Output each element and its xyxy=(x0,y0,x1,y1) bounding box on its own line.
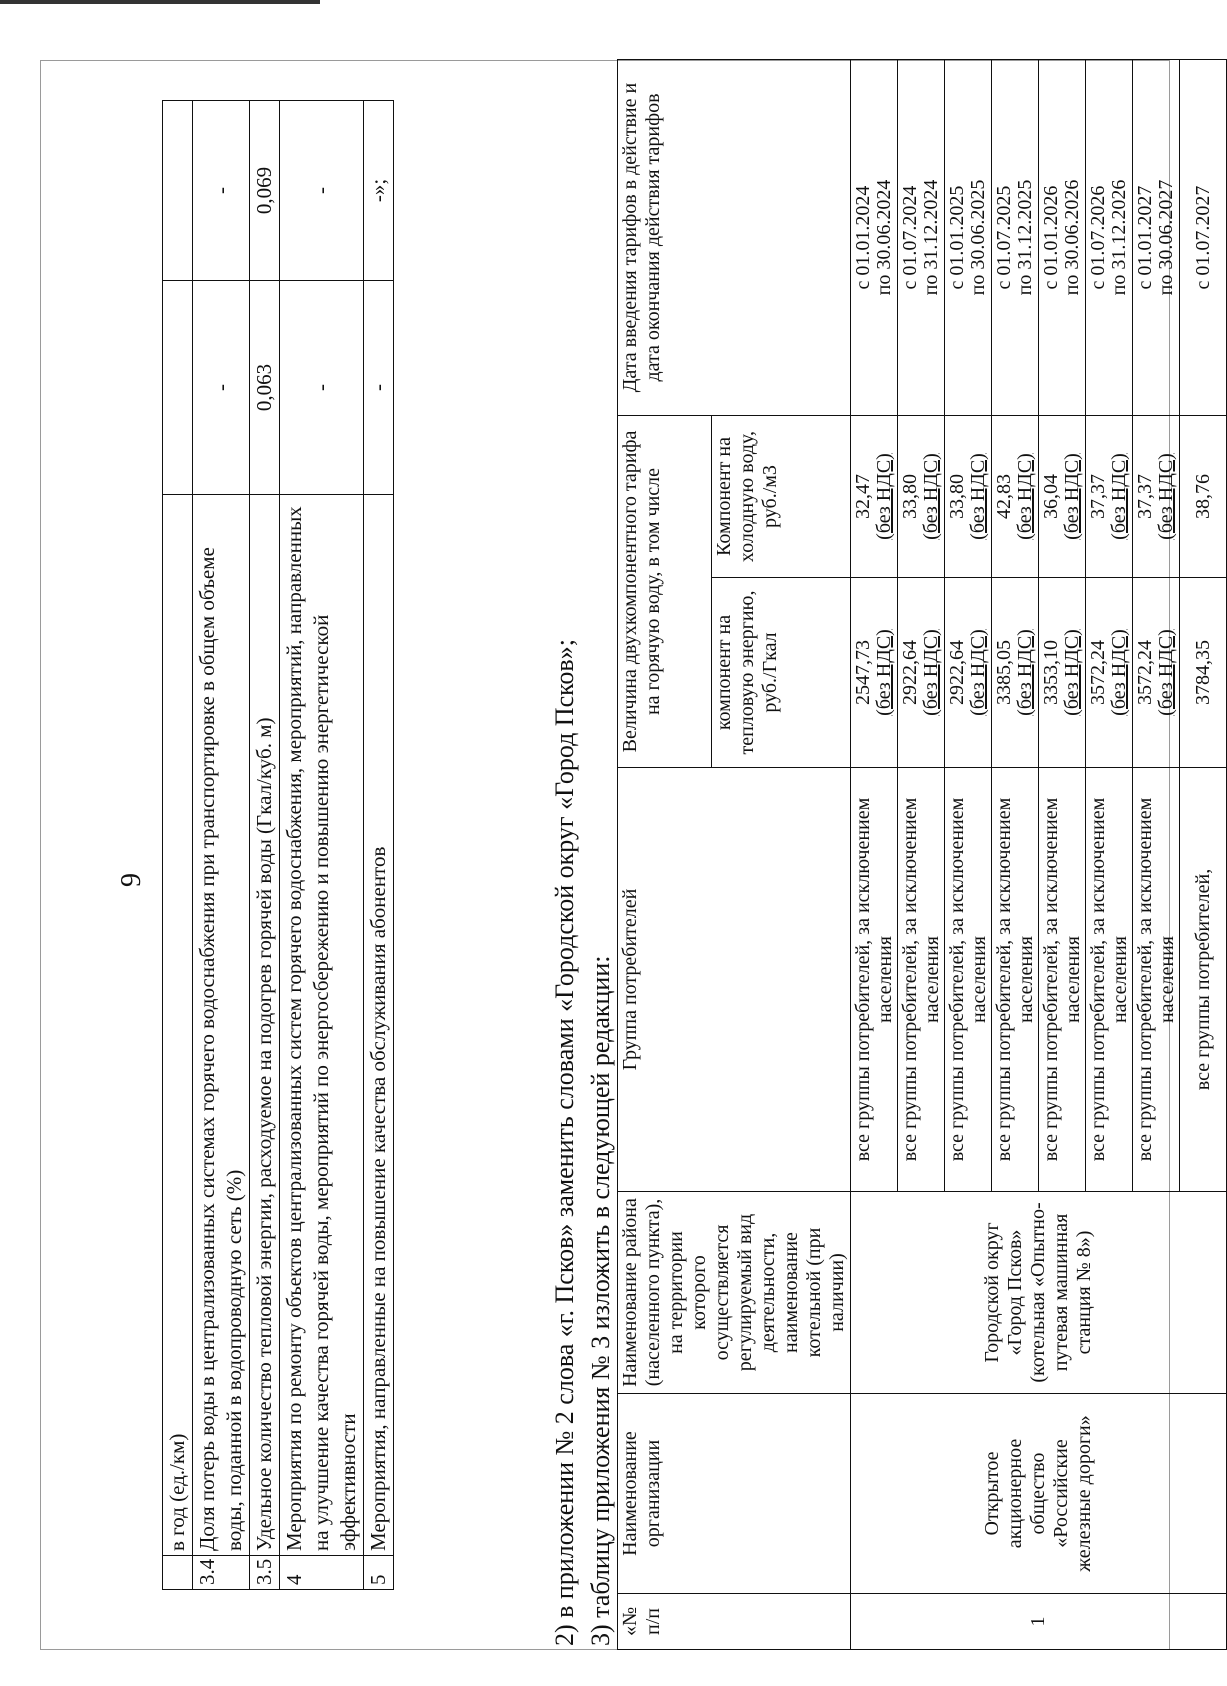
cold-vat-note: (без НДС) xyxy=(920,453,942,540)
header-period: Дата введения тарифов в действие и дата окончания действия тарифов xyxy=(618,60,851,416)
consumer-group: все группы потребителей, за исключением населения xyxy=(851,768,898,1192)
cold-vat-wrap xyxy=(921,418,942,575)
cold-value: 32,47 xyxy=(852,474,874,519)
heat-value: 3353,10 xyxy=(1040,640,1062,705)
heat-vat-note: (без НДС) xyxy=(873,629,895,716)
header-number: «№ п/п xyxy=(618,1594,851,1650)
indicator-number: 4 xyxy=(280,1556,364,1590)
period-from: с 01.01.2024 xyxy=(852,185,874,290)
cold-value: 42,83 xyxy=(993,474,1015,519)
heat-value: 3572,24 xyxy=(1134,640,1156,705)
cold-component xyxy=(945,416,992,578)
cold-vat-wrap xyxy=(1062,418,1083,575)
tariff-period xyxy=(1133,60,1180,416)
period-from: с 01.07.2024 xyxy=(899,185,921,290)
indicator-number: 3.4 xyxy=(193,1556,250,1590)
heat-vat-note: (без НДС) xyxy=(1155,629,1177,716)
cold-vat-wrap xyxy=(1109,418,1130,575)
heat-component xyxy=(1133,578,1180,768)
period-from: с 01.07.2026 xyxy=(1087,185,1109,290)
indicators-table xyxy=(162,100,394,1590)
tariff-period xyxy=(992,60,1039,416)
heat-vat-note: (без НДС) xyxy=(1108,629,1130,716)
indicator-value-2: - xyxy=(280,101,364,281)
indicator-number xyxy=(163,1556,193,1590)
period-to: по 31.12.2024 xyxy=(920,179,942,296)
indicator-value-2 xyxy=(163,101,193,281)
consumer-group: все группы потребителей, за исключением населения xyxy=(1133,768,1180,1192)
heat-vat-wrap xyxy=(1109,580,1130,765)
indicator-text: Доля потерь воды в централизованных системах горячего водоснабжения при транспортировке в общем объеме воды, поданной в водопроводную сеть (%) xyxy=(193,495,250,1556)
tariff-period xyxy=(945,60,992,416)
heat-vat-wrap xyxy=(1062,580,1083,765)
cold-component xyxy=(1039,416,1086,578)
indicator-row xyxy=(280,101,364,1590)
indicator-row xyxy=(193,101,250,1590)
cold-component xyxy=(851,416,898,578)
consumer-group: все группы потребителей, за исключением населения xyxy=(1086,768,1133,1192)
district-name: Городской округ «Город Псков» (котельная «Опытно-путевая машинная станция № 8») xyxy=(851,1192,1227,1394)
cold-vat-note: (без НДС) xyxy=(1061,453,1083,540)
heat-vat-wrap xyxy=(968,580,989,765)
indicator-text: Мероприятия, направленные на повышение качества обслуживания абонентов xyxy=(364,495,394,1556)
amendment-paragraph-3: 3) таблицу приложения № 3 изложить в следующей редакции: xyxy=(586,955,615,1646)
tariff-period xyxy=(851,60,898,416)
header-consumer-group: Группа потребителей xyxy=(618,768,851,1192)
period-from: с 01.01.2026 xyxy=(1040,185,1062,290)
heat-component xyxy=(898,578,945,768)
heat-vat-note: (без НДС) xyxy=(1014,629,1036,716)
heat-value: 2547,73 xyxy=(852,640,874,705)
header-cold-component: Компонент на холодную воду, руб./м3 xyxy=(712,416,851,578)
cold-vat-note: (без НДС) xyxy=(1108,453,1130,540)
period-to: по 30.06.2027 xyxy=(1155,179,1177,296)
cold-value: 33,80 xyxy=(946,474,968,519)
cold-vat-wrap xyxy=(968,418,989,575)
tariff-period xyxy=(1039,60,1086,416)
indicator-text: в год (ед./км) xyxy=(163,495,193,1556)
cold-value: 33,80 xyxy=(899,474,921,519)
heat-component xyxy=(1039,578,1086,768)
organization-name: Открытое акционерное общество «Российские железные дороги» xyxy=(851,1394,1227,1594)
heat-vat-wrap xyxy=(874,580,895,765)
cold-component xyxy=(1086,416,1133,578)
period-from: с 01.01.2027 xyxy=(1134,185,1156,290)
tariff-period xyxy=(1180,60,1227,416)
cold-value: 37,37 xyxy=(1134,474,1156,519)
indicator-row xyxy=(163,101,193,1590)
heat-component xyxy=(992,578,1039,768)
indicator-text: Мероприятия по ремонту объектов централизованных систем горячего водоснабжения, мероприятий, направленных на улучшение качества горячей воды, мероприятий по энергосбережению и повышению энергетической эффективности xyxy=(280,495,364,1556)
heat-value: 3784,35 xyxy=(1191,640,1214,705)
amendment-paragraph-2: 2) в приложении № 2 слова «г. Псков» заменить словами «Городской округ «Город Псков»; xyxy=(550,639,579,1646)
rotated-content xyxy=(116,50,1214,1650)
cold-vat-note: (без НДС) xyxy=(967,453,989,540)
indicator-row xyxy=(364,101,394,1590)
page-number: 9 xyxy=(116,873,147,887)
cold-value: 36,04 xyxy=(1040,474,1062,519)
period-to: по 31.12.2025 xyxy=(1014,179,1036,296)
indicator-value-2: - xyxy=(193,101,250,281)
heat-vat-note: (без НДС) xyxy=(1061,629,1083,716)
heat-vat-note: (без НДС) xyxy=(920,629,942,716)
tariff-period xyxy=(898,60,945,416)
indicator-row xyxy=(250,101,280,1590)
cold-value: 37,37 xyxy=(1087,474,1109,519)
heat-vat-wrap xyxy=(921,580,942,765)
consumer-group: все группы потребителей, за исключением населения xyxy=(945,768,992,1192)
indicator-value-2: -»; xyxy=(364,101,394,281)
consumer-group: все группы потребителей, за исключением населения xyxy=(898,768,945,1192)
period-from: с 01.01.2025 xyxy=(946,185,968,290)
cold-vat-note: (без НДС) xyxy=(873,453,895,540)
indicator-value-1: - xyxy=(364,281,394,495)
heat-component xyxy=(1180,578,1227,768)
tariff-table xyxy=(617,59,1227,1650)
indicator-value-2: 0,069 xyxy=(250,101,280,281)
cold-component xyxy=(992,416,1039,578)
cold-vat-note: (без НДС) xyxy=(1014,453,1036,540)
heat-value: 3572,24 xyxy=(1087,640,1109,705)
period-to: по 31.12.2026 xyxy=(1108,179,1130,296)
heat-value: 2922,64 xyxy=(899,640,921,705)
cold-vat-wrap xyxy=(1015,418,1036,575)
heat-value: 3385,05 xyxy=(993,640,1015,705)
period-to: по 30.06.2026 xyxy=(1061,179,1083,296)
row-number: 1 xyxy=(851,1594,1227,1650)
indicator-text: Удельное количество тепловой энергии, расходуемое на подогрев горячей воды (Гкал/куб. м) xyxy=(250,495,280,1556)
cold-component xyxy=(1133,416,1180,578)
indicator-number: 5 xyxy=(364,1556,394,1590)
tariff-row xyxy=(851,60,898,1650)
indicator-number: 3.5 xyxy=(250,1556,280,1590)
cold-value: 38,76 xyxy=(1191,474,1214,519)
cold-vat-note: (без НДС) xyxy=(1155,453,1177,540)
heat-vat-note: (без НДС) xyxy=(967,629,989,716)
header-district: Наименование района (населенного пункта), на территории которого осуществляется регулируемый вид деятельности, наименование котельной (при наличии) xyxy=(618,1192,851,1394)
period-from: с 01.07.2027 xyxy=(1191,185,1214,290)
period-from: с 01.07.2025 xyxy=(993,185,1015,290)
header-heat-component: компонент на тепловую энергию, руб./Гкал xyxy=(712,578,851,768)
indicator-value-1: - xyxy=(280,281,364,495)
indicator-value-1 xyxy=(163,281,193,495)
cold-component xyxy=(1180,416,1227,578)
indicator-value-1: - xyxy=(193,281,250,495)
header-organization: Наименование организации xyxy=(618,1394,851,1594)
heat-component xyxy=(945,578,992,768)
heat-value: 2922,64 xyxy=(946,640,968,705)
cold-vat-wrap xyxy=(874,418,895,575)
tariff-period xyxy=(1086,60,1133,416)
cold-component xyxy=(898,416,945,578)
cold-vat-wrap xyxy=(1156,418,1177,575)
period-to: по 30.06.2024 xyxy=(873,179,895,296)
heat-vat-wrap xyxy=(1015,580,1036,765)
indicator-value-1: 0,063 xyxy=(250,281,280,495)
consumer-group: все группы потребителей, за исключением населения xyxy=(992,768,1039,1192)
heat-component xyxy=(851,578,898,768)
heat-component xyxy=(1086,578,1133,768)
heat-vat-wrap xyxy=(1156,580,1177,765)
header-tariff-value: Величина двухкомпонентного тарифа на горячую воду, в том числе xyxy=(618,416,712,768)
scan-edge-mark xyxy=(0,0,320,4)
period-to: по 30.06.2025 xyxy=(967,179,989,296)
consumer-group: все группы потребителей, за исключением населения xyxy=(1039,768,1086,1192)
consumer-group: все группы потребителей, xyxy=(1180,768,1227,1192)
